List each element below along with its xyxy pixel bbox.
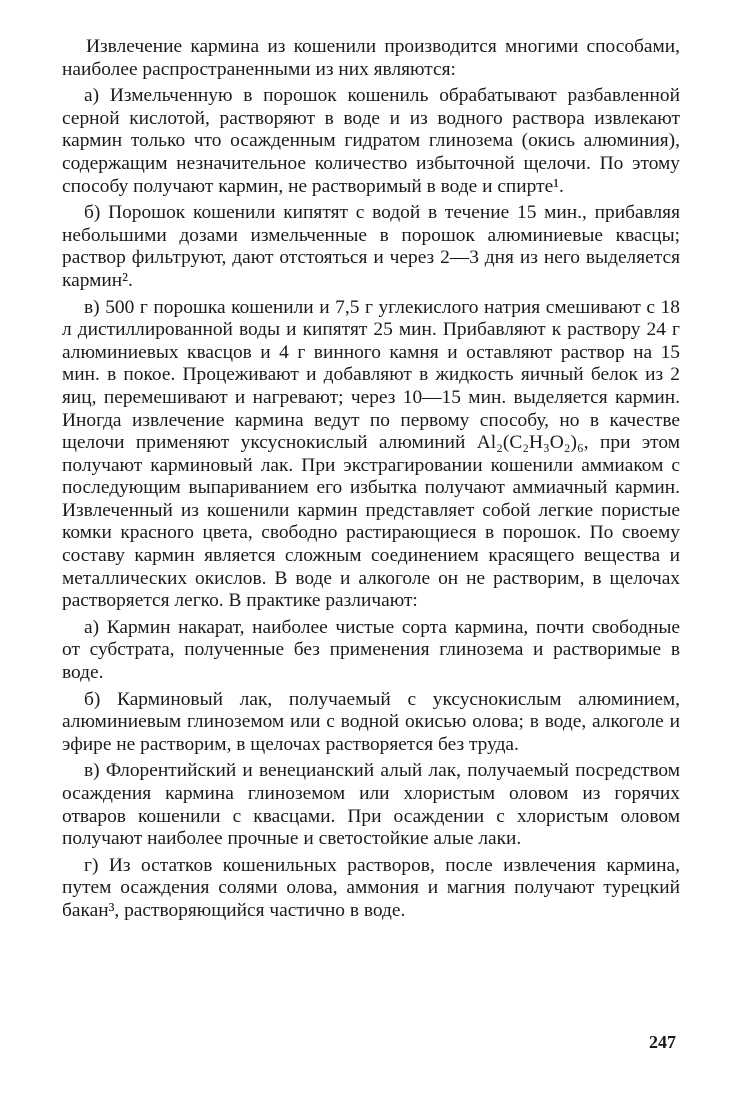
paragraph-method-a: а) Измельченную в порошок кошениль обрабатывают разбавленной серной кислотой, растворяют в воде и из водного раствора извлекают кармин только что осажденным гидратом глинозема (окись алюминия), содержащим незначительное количество избыточной щелочи. По этому способу получают кармин, не растворимый в воде и спирте¹.	[62, 85, 680, 197]
paragraph-type-b: б) Карминовый лак, получаемый с уксуснокислым алюминием, алюминиевым глиноземом или с водной окисью олова; в воде, алкоголе и эфире не растворим, в щелочах растворяется без труда.	[62, 688, 680, 755]
paragraph-intro: Извлечение кармина из кошенили производится многими способами, наиболее распространенными из них являются:	[62, 36, 680, 80]
paragraph-method-c: в) 500 г порошка кошенили и 7,5 г углекислого натрия смешивают с 18 л дистиллированной воды и кипятят 25 мин. Прибавляют к раствору 24 г алюминиевых квасцов и 4 г винного камня и оставляют раствор на 15 мин. в покое. Процеживают и добавляют в жидкость яичный белок из 2 яиц, перемешивают и нагревают; через 10—15 мин. выделяется кармин. Иногда извлечение кармина ведут по первому способу, но в качестве щелочи применяют уксуснокислый алюминий Al₂(C₂H₃O₂)₆, при этом получают карминовый лак. При экстрагировании кошенили аммиаком с последующим выпариванием его избытка получают аммиачный кармин. Извлеченный из кошенили кармин представляет собой легкие пористые комки красного цвета, свободно растирающиеся в порошок. По своему составу кармин является сложным соединением красящего вещества и металлических окислов. В воде и алкоголе он не растворим, в щелочах растворяется легко. В практике различают:	[62, 296, 680, 612]
page-number: 247	[649, 1032, 676, 1052]
paragraph-type-c: в) Флорентийский и венецианский алый лак, получаемый посредством осаждения кармина глиноземом или хлористым оловом из горячих отваров кошенили с квасцами. При осаждении с хлористым оловом получают наиболее прочные и светостойкие алые лаки.	[62, 760, 680, 850]
paragraph-method-b: б) Порошок кошенили кипятят с водой в течение 15 мин., прибавляя небольшими дозами измельченные в порошок алюминиевые квасцы; раствор фильтруют, дают отстояться и через 2—3 дня из него выделяется кармин².	[62, 202, 680, 291]
body-text	[62, 36, 680, 923]
paragraph-type-a: а) Кармин накарат, наиболее чистые сорта кармина, почти свободные от субстрата, полученные без применения глинозема и растворимые в воде.	[62, 616, 680, 684]
paragraph-type-d: г) Из остатков кошенильных растворов, после извлечения кармина, путем осаждения солями олова, аммония и магния получают турецкий бакан³, растворяющийся частично в воде.	[62, 854, 680, 921]
